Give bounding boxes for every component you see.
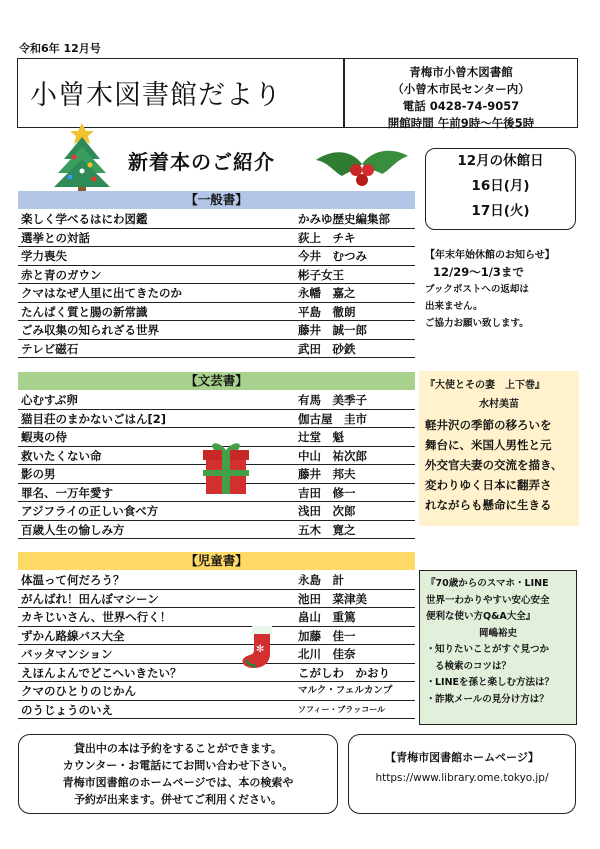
table-row — [18, 266, 415, 285]
book-title: ずかん路線バス大全 — [21, 628, 125, 643]
table-row — [18, 391, 415, 410]
book-title: アジフライの正しい食べ方 — [21, 504, 159, 518]
feature2-question — [426, 692, 570, 709]
christmas-tree-icon — [50, 115, 120, 193]
library-name: 青梅市小曾木図書館 — [409, 65, 513, 79]
book-title: 心むすぶ卵 — [21, 393, 78, 407]
feature2-author: 岡嶋裕史 — [478, 627, 517, 639]
bullet: ・ — [426, 677, 436, 688]
book-author: ソフィー・ブラッコール — [298, 704, 386, 714]
children-heading: 【児童書】 — [18, 552, 415, 570]
table-row — [18, 521, 415, 540]
general-list — [18, 210, 415, 358]
question-text: 知りたいことがすぐ見つか — [435, 644, 550, 655]
homepage-title: 【青梅市図書館ホームページ】 — [385, 751, 539, 764]
feature2-question-cont — [426, 659, 570, 676]
feature2-title-3: 便利な使い方Q&A大全』 — [426, 611, 536, 622]
table-row — [18, 571, 415, 590]
book-author: 伽古屋 圭市 — [298, 411, 367, 426]
book-title: 学力喪失 — [21, 249, 67, 263]
reserve-line-4: 予約が出来ます。併せてご利用ください。 — [73, 793, 283, 806]
table-row — [18, 701, 415, 720]
reserve-line-2: カウンター・お電話にてお問い合わせ下さい。 — [62, 759, 294, 772]
feature1-line: れながらも懸命に生きる — [425, 498, 552, 512]
feature-book-1 — [419, 371, 579, 526]
book-title: 体温って何だろう？ — [21, 573, 125, 587]
notice-line-1: ブックポストへの返却は — [425, 284, 529, 295]
feature1-line: 舞台に、米国人男性と元 — [425, 438, 552, 452]
general-heading: 【一般書】 — [18, 191, 415, 209]
holly-icon — [312, 142, 412, 190]
book-title: のうじょうのいえ — [21, 702, 113, 717]
book-title: 救いたくない命 — [21, 448, 102, 463]
book-title: たんぱく質と腸の新常識 — [21, 304, 148, 319]
reserve-line-3: 青梅市図書館のホームページでは、本の検索や — [62, 776, 294, 789]
feature1-line: 軽井沢の季節の移ろいを — [425, 418, 552, 432]
issue-label: 令和6年 12月号 — [19, 42, 101, 55]
homepage-url[interactable]: https://www.library.ome.tokyo.jp/ — [375, 772, 549, 784]
book-author: 辻堂 魁 — [298, 430, 344, 444]
closed-days-box — [425, 148, 576, 230]
notice-line-2: 出来ません。 — [425, 301, 483, 312]
book-author: 五木 寛之 — [298, 522, 356, 537]
new-books-title: 新着本のご紹介 — [128, 150, 275, 174]
library-phone: 電話 0428-74-9057 — [402, 99, 520, 113]
table-row — [18, 303, 415, 322]
book-author: 荻上 チキ — [298, 230, 356, 245]
table-row — [18, 321, 415, 340]
book-author: 藤井 誠一郎 — [298, 323, 367, 337]
book-title: 百歳人生の愉しみ方 — [21, 522, 125, 537]
book-author: 平島 徹朗 — [298, 304, 356, 319]
book-author: 彬子女王 — [298, 267, 344, 282]
table-row — [18, 229, 415, 248]
holiday-notice — [425, 247, 585, 332]
book-author: 武田 砂鉄 — [298, 341, 356, 356]
book-title: ごみ収集の知られざる世界 — [21, 323, 159, 337]
book-title: クマはなぜ人里に出てきたのか — [21, 286, 182, 300]
header-divider — [343, 59, 345, 127]
newsletter-title: 小曾木図書館だより — [30, 80, 282, 111]
notice-schedule: 12/29～1/3まで — [433, 265, 524, 279]
reserve-line-1: 貸出中の本は予約をすることができます。 — [73, 742, 283, 755]
book-author: 今井 むつみ — [298, 249, 367, 263]
question-text: 詐欺メールの見分け方は？ — [435, 693, 549, 705]
feature2-question — [426, 642, 570, 659]
table-row — [18, 502, 415, 521]
book-author: 藤井 邦夫 — [298, 467, 356, 481]
reservation-info — [18, 734, 338, 814]
library-sub: （小曾木市民センター内） — [392, 82, 530, 96]
book-author: 加藤 佳一 — [298, 628, 356, 643]
feature1-title: 『大使とその妻 上下巻』 — [425, 380, 545, 391]
table-row — [18, 627, 415, 646]
feature-book-2 — [419, 570, 577, 725]
book-title: 赤と青のガウン — [21, 267, 102, 282]
library-hours: 開館時間 午前9時～午後5時 — [387, 116, 535, 130]
feature2-title-1: 『70歳からのスマホ・LINE — [426, 578, 549, 589]
table-row — [18, 210, 415, 229]
book-author: 北川 佳奈 — [298, 647, 356, 661]
question-text: る検索のコツは？ — [435, 660, 512, 672]
book-title: 蝦夷の侍 — [21, 430, 67, 444]
feature1-author: 水村美苗 — [479, 399, 519, 410]
book-author: 池田 菜津美 — [298, 591, 367, 606]
children-list — [18, 571, 415, 719]
book-author: 永島 計 — [298, 573, 344, 587]
table-row — [18, 247, 415, 266]
book-author: 吉田 修一 — [298, 485, 356, 500]
table-row — [18, 590, 415, 609]
feature1-line: 外交官夫妻の交流を描き、 — [425, 458, 563, 472]
table-row — [18, 682, 415, 701]
notice-heading: 【年末年始休館のお知らせ】 — [425, 250, 555, 261]
literature-heading: 【文芸書】 — [18, 372, 415, 390]
table-row — [18, 410, 415, 429]
book-author: 浅田 次郎 — [298, 504, 356, 518]
bullet: ・ — [426, 644, 436, 655]
book-title: えほんよんでどこへいきたい？ — [21, 665, 182, 680]
homepage-box — [348, 734, 576, 814]
feature2-title-2: 世界一わかりやすい安心安全 — [426, 594, 550, 606]
book-title: 罪名、一万年愛す — [21, 485, 113, 500]
feature1-line: 変わりゆく日本に翻弄さ — [425, 478, 552, 492]
closed-day-2: 17日(火) — [471, 203, 530, 219]
book-title: 影の男 — [21, 467, 56, 481]
question-text: LINEを孫と楽しむ方法は？ — [435, 677, 555, 688]
book-title: 楽しく学べるはにわ図鑑 — [21, 212, 148, 226]
book-author: かみゆ歴史編集部 — [298, 212, 390, 226]
book-title: テレビ磁石 — [21, 341, 79, 356]
svg-text:✻: ✻ — [256, 644, 265, 655]
notice-line-3: ご協力お願い致します。 — [425, 318, 529, 329]
book-author: 中山 祐次郎 — [298, 448, 367, 463]
book-author: 永幡 嘉之 — [298, 286, 356, 300]
book-title: カキじいさん、世界へ行く！ — [21, 610, 172, 624]
book-author: こがしわ かおり — [298, 665, 390, 680]
table-row — [18, 284, 415, 303]
book-author: マルク・フェルカンプ — [298, 685, 393, 696]
gift-box-icon — [200, 440, 252, 496]
library-info — [346, 64, 576, 132]
christmas-stocking-icon — [236, 624, 284, 672]
book-author: 畠山 重篤 — [298, 610, 356, 624]
closed-day-1: 16日(月) — [471, 178, 530, 194]
table-row — [18, 608, 415, 627]
book-title: バッタマンション — [21, 647, 113, 661]
book-title: クマのひとりのじかん — [21, 684, 136, 698]
book-title: 選挙との対話 — [21, 230, 90, 245]
book-title: がんばれ！田んぼマシーン — [21, 591, 159, 606]
table-row — [18, 340, 415, 359]
book-author: 有馬 美季子 — [298, 393, 367, 407]
book-title: 猫目荘のまかないごはん[2] — [21, 411, 167, 426]
table-row — [18, 645, 415, 664]
feature2-question — [426, 675, 570, 692]
table-row — [18, 664, 415, 683]
closed-heading: 12月の休館日 — [457, 153, 544, 169]
bullet: ・ — [426, 693, 436, 705]
